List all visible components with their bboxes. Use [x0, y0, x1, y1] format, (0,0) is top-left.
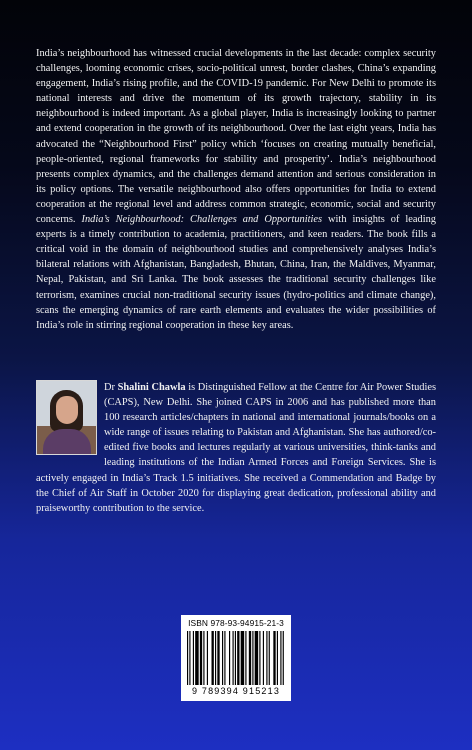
author-prefix: Dr [104, 382, 118, 393]
barcode-bars [187, 631, 285, 685]
isbn-label: ISBN 978-93-94915-21-3 [188, 618, 284, 628]
book-title-italic: India’s Neighbourhood: Challenges and Opportunities [81, 214, 323, 226]
author-section [36, 380, 436, 516]
book-blurb [36, 46, 436, 333]
blurb-text-part-1: India’s neighbourhood has witnessed crucial developments in the last decade: complex security challenges, looming economic crises, socio-political unrest, border clashes, China’s expanding engagement, India’s rising profile, and the COVID-19 pandemic. For New Delhi to promote its national interests and drive the momentum of its growth trajectory, stability in its neighbourhood is indeed important. As a global player, India is increasingly looking to partner and extend cooperation in the growth of its neighbourhood. Over the last eight years, India has advocated the “Neighbourhood First” policy which ‘focuses on creating mutually beneficial, people-oriented, regional frameworks for stability and prosperity’. India’s neighbourhood presents complex dynamics, and the challenges demand attention and serious consideration in its policy options. The versatile neighbourhood also offers opportunities for India to extend cooperation at the regional level and address common strategic, economic, social and security concerns. [36, 48, 436, 226]
blurb-text-part-2: with insights of leading experts is a timely contribution to academia, practitioners, and keen readers. The book fills a critical void in the domain of neighbourhood studies and comprehensively analyses India’s bilateral relations with Afghanistan, Bangladesh, Bhutan, China, Iran, the Maldives, Myanmar, Nepal, Pakistan, and Sri Lanka. The book assesses the traditional security challenges like terrorism, examines crucial non-traditional security issues (hydro-politics and climate change), scans the emerging dynamics of rare earth elements and evaluates the wider possibilities of India’s role in stirring regional cooperation in these key areas. [36, 214, 436, 331]
isbn-barcode [181, 615, 291, 701]
barcode-digits: 9 789394 915213 [191, 686, 281, 696]
author-photo [36, 380, 97, 455]
author-name: Shalini Chawla [117, 382, 186, 393]
author-bio-text: is Distinguished Fellow at the Centre for Air Power Studies (CAPS), New Delhi. She joined CAPS in 2006 and has published more than 100 research articles/chapters in national and international journals/books on a wide range of issues relating to Pakistan and Afghanistan. She has authored/co-edited five books and lectures regularly at various universities, think-tanks and leading institutions of the Indian Armed Forces and Foreign Services. She is actively engaged in India’s Track 1.5 initiatives. She received a Commendation and Badge by the Chief of Air Staff in October 2020 for displaying great dedication, professional ability and praiseworthy contribution to the service. [36, 382, 437, 514]
